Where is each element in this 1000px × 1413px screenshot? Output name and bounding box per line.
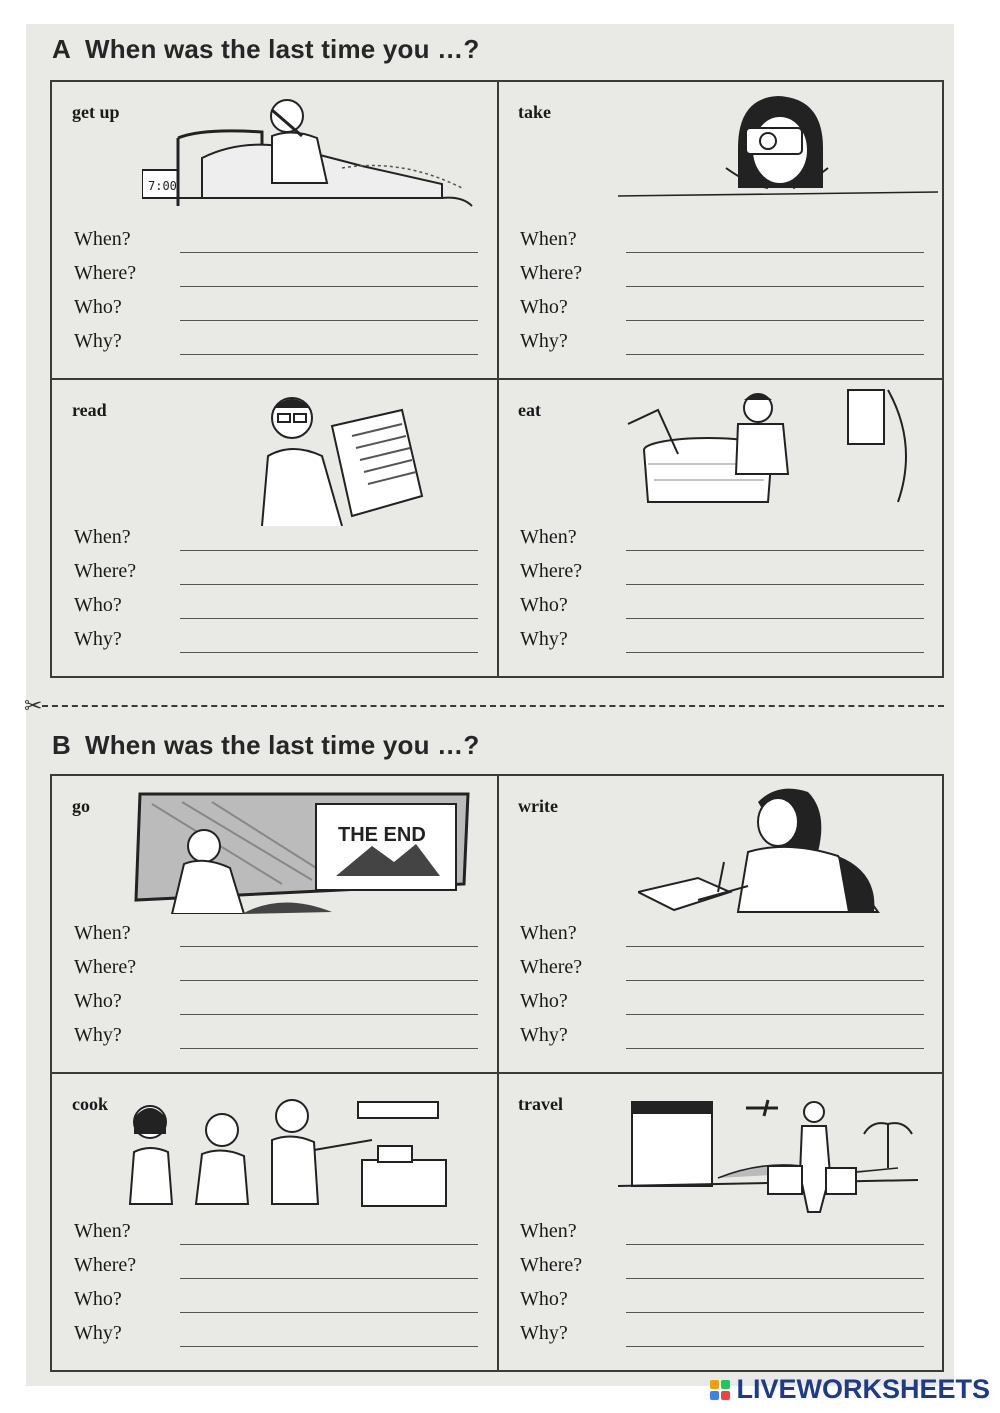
- man-cooking-for-friends-icon: [122, 1094, 452, 1210]
- question-row: [520, 262, 924, 296]
- question-label: Why?: [74, 628, 122, 650]
- answer-line[interactable]: [180, 1278, 478, 1279]
- question-row: [74, 990, 478, 1024]
- verb-label: cook: [72, 1094, 108, 1114]
- question-label: Why?: [74, 330, 122, 352]
- question-label: When?: [520, 1220, 577, 1242]
- section-a-title: [52, 34, 479, 65]
- section-letter: A: [52, 34, 71, 64]
- question-row: [520, 1254, 924, 1288]
- question-label: Where?: [74, 262, 137, 284]
- answer-line[interactable]: [180, 320, 478, 321]
- question-row: [520, 1220, 924, 1254]
- liveworksheets-logo[interactable]: [710, 1374, 990, 1405]
- logo-text: LIVEWORKSHEETS: [736, 1374, 990, 1404]
- cut-line: [42, 705, 944, 707]
- question-row: [74, 1220, 478, 1254]
- verb-label: go: [72, 796, 90, 816]
- question-row: [74, 1322, 478, 1356]
- verb-label: eat: [518, 400, 541, 420]
- question-row: [74, 1024, 478, 1058]
- question-row: [74, 228, 478, 262]
- question-row: [74, 262, 478, 296]
- question-label: Who?: [520, 1288, 568, 1310]
- question-row: [74, 560, 478, 594]
- question-label: When?: [74, 228, 131, 250]
- question-label: Who?: [74, 296, 122, 318]
- question-row: [520, 560, 924, 594]
- exercise-cell-take: [498, 82, 944, 380]
- question-label: Who?: [74, 990, 122, 1012]
- screen-text: THE END: [338, 824, 426, 846]
- section-b-grid: [50, 774, 944, 1372]
- question-row: [520, 1024, 924, 1058]
- question-row: [520, 1288, 924, 1322]
- question-label: Who?: [520, 990, 568, 1012]
- verb-label: write: [518, 796, 558, 816]
- verb-label: take: [518, 102, 551, 122]
- question-row: [74, 628, 478, 662]
- question-row: [74, 296, 478, 330]
- question-label: Why?: [74, 1322, 122, 1344]
- question-row: [520, 628, 924, 662]
- answer-line[interactable]: [626, 980, 924, 981]
- woman-with-camera-icon: [618, 88, 938, 208]
- exercise-cell-read: [52, 380, 498, 678]
- answer-line[interactable]: [180, 550, 478, 551]
- question-label: Where?: [74, 560, 137, 582]
- question-label: Where?: [520, 560, 583, 582]
- section-letter: B: [52, 730, 71, 760]
- answer-line[interactable]: [626, 286, 924, 287]
- traveller-with-suitcase-icon: [618, 1094, 918, 1216]
- answer-line[interactable]: [626, 1346, 924, 1347]
- question-row: [74, 922, 478, 956]
- exercise-cell-get-up: [52, 82, 498, 380]
- answer-line[interactable]: [180, 584, 478, 585]
- answer-line[interactable]: [180, 980, 478, 981]
- answer-line[interactable]: [626, 946, 924, 947]
- answer-line[interactable]: [626, 618, 924, 619]
- exercise-cell-go: [52, 776, 498, 1074]
- section-a-grid: [50, 80, 944, 678]
- question-label: Who?: [520, 296, 568, 318]
- verb-label: read: [72, 400, 107, 420]
- answer-line[interactable]: [626, 252, 924, 253]
- answer-line[interactable]: [626, 652, 924, 653]
- verb-label: get up: [72, 102, 120, 122]
- question-label: Why?: [74, 1024, 122, 1046]
- answer-line[interactable]: [626, 1278, 924, 1279]
- question-row: [74, 1254, 478, 1288]
- woman-writing-letter-icon: [638, 782, 898, 918]
- question-label: Where?: [74, 956, 137, 978]
- exercise-cell-travel: [498, 1074, 944, 1372]
- exercise-cell-cook: [52, 1074, 498, 1372]
- question-row: [520, 1322, 924, 1356]
- question-row: [74, 330, 478, 364]
- question-label: When?: [74, 526, 131, 548]
- answer-line[interactable]: [180, 252, 478, 253]
- question-row: [520, 956, 924, 990]
- question-label: Who?: [74, 1288, 122, 1310]
- answer-line[interactable]: [180, 1014, 478, 1015]
- question-label: When?: [520, 228, 577, 250]
- question-label: Why?: [520, 1322, 568, 1344]
- answer-line[interactable]: [180, 946, 478, 947]
- question-label: Where?: [74, 1254, 137, 1276]
- question-label: Where?: [520, 1254, 583, 1276]
- logo-mark-icon: [710, 1380, 730, 1400]
- svg-text:7:00: 7:00: [148, 179, 177, 193]
- question-label: When?: [520, 922, 577, 944]
- question-label: Where?: [520, 262, 583, 284]
- answer-line[interactable]: [626, 1312, 924, 1313]
- question-label: Why?: [520, 1024, 568, 1046]
- question-row: [74, 526, 478, 560]
- question-label: Where?: [520, 956, 583, 978]
- question-label: When?: [520, 526, 577, 548]
- answer-line[interactable]: [180, 1346, 478, 1347]
- man-waking-in-bed-icon: [142, 88, 482, 218]
- man-reading-newspaper-icon: [252, 386, 432, 526]
- answer-line[interactable]: [626, 320, 924, 321]
- answer-line[interactable]: [180, 1244, 478, 1245]
- answer-line[interactable]: [180, 1048, 478, 1049]
- question-row: [520, 330, 924, 364]
- question-label: When?: [74, 1220, 131, 1242]
- exercise-cell-eat: [498, 380, 944, 678]
- answer-line[interactable]: [180, 354, 478, 355]
- answer-line[interactable]: [626, 354, 924, 355]
- question-row: [520, 922, 924, 956]
- answer-line[interactable]: [180, 652, 478, 653]
- exercise-cell-write: [498, 776, 944, 1074]
- answer-line[interactable]: [626, 1014, 924, 1015]
- section-title-text: When was the last time you …?: [84, 730, 480, 760]
- answer-line[interactable]: [180, 618, 478, 619]
- question-row: [520, 990, 924, 1024]
- section-b-title: [52, 730, 479, 761]
- answer-line[interactable]: [626, 1048, 924, 1049]
- verb-label: travel: [518, 1094, 563, 1114]
- answer-line[interactable]: [180, 286, 478, 287]
- answer-line[interactable]: [180, 1312, 478, 1313]
- answer-line[interactable]: [626, 1244, 924, 1245]
- question-row: [74, 1288, 478, 1322]
- question-label: When?: [74, 922, 131, 944]
- question-label: Who?: [520, 594, 568, 616]
- answer-line[interactable]: [626, 550, 924, 551]
- question-row: [520, 228, 924, 262]
- question-row: [520, 526, 924, 560]
- question-label: Why?: [520, 330, 568, 352]
- cinema-screen-icon: [132, 784, 472, 914]
- scissors-icon: ✂: [24, 693, 43, 718]
- question-label: Why?: [520, 628, 568, 650]
- question-row: [74, 594, 478, 628]
- section-title-text: When was the last time you …?: [84, 34, 480, 64]
- question-row: [74, 956, 478, 990]
- question-row: [520, 594, 924, 628]
- question-label: Who?: [74, 594, 122, 616]
- answer-line[interactable]: [626, 584, 924, 585]
- question-row: [520, 296, 924, 330]
- man-eating-at-restaurant-icon: [618, 384, 918, 514]
